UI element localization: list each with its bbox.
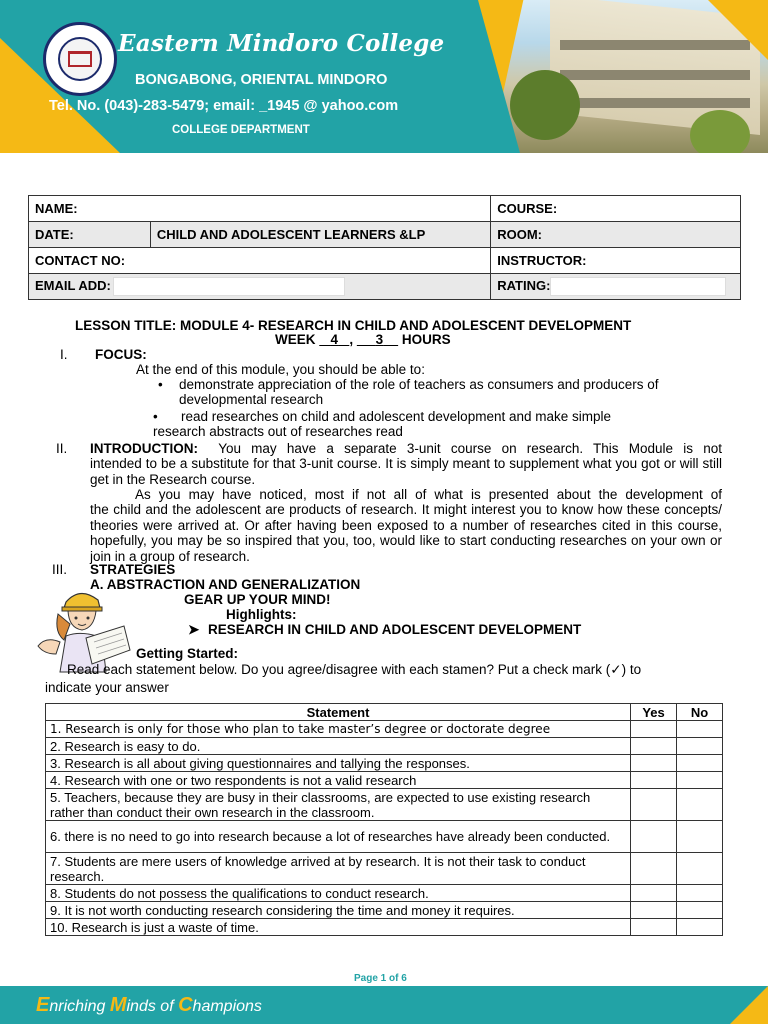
no-checkbox-cell[interactable] xyxy=(677,853,723,885)
bullet-dot: • xyxy=(158,377,163,392)
college-contact: Tel. No. (043)-283-5479; email: _1945 @ yahoo.com xyxy=(49,98,399,114)
bullet-dot: • xyxy=(153,409,158,424)
instruction-line-1: Read each statement below. Do you agree/disagree with each stamen? Put a check mark (✓) to xyxy=(67,662,642,677)
no-checkbox-cell[interactable] xyxy=(677,919,723,936)
table-row xyxy=(46,755,723,772)
lesson-title: LESSON TITLE: MODULE 4- RESEARCH IN CHILD AND ADOLESCENT DEVELOPMENT xyxy=(75,318,632,333)
instruction-line-2: indicate your answer xyxy=(45,680,169,695)
subject-cell: CHILD AND ADOLESCENT LEARNERS &LP xyxy=(150,222,490,248)
table-row xyxy=(46,885,723,902)
no-checkbox-cell[interactable] xyxy=(677,755,723,772)
table-row xyxy=(46,789,723,821)
no-checkbox-cell[interactable] xyxy=(677,821,723,853)
yes-checkbox-cell[interactable] xyxy=(631,721,677,738)
college-department: COLLEGE DEPARTMENT xyxy=(172,124,310,136)
yes-checkbox-cell[interactable] xyxy=(631,919,677,936)
no-checkbox-cell[interactable] xyxy=(677,902,723,919)
yes-checkbox-cell[interactable] xyxy=(631,738,677,755)
highlights-label: Highlights: xyxy=(226,607,297,622)
week-value: 4 xyxy=(330,332,339,347)
agree-disagree-table xyxy=(45,703,723,936)
yes-checkbox-cell[interactable] xyxy=(631,772,677,789)
focus-bullet-2-line-1: read researches on child and adolescent development and make simple xyxy=(181,409,612,424)
yes-checkbox-cell[interactable] xyxy=(631,821,677,853)
arrow-bullet-icon: ➤ xyxy=(188,622,200,637)
intro-para-2-first-line: As you may have noticed, most if not all of what is presented about the development of xyxy=(135,487,722,502)
strategies-heading: STRATEGIES xyxy=(90,562,176,577)
footer-banner xyxy=(0,986,768,1024)
rating-field[interactable] xyxy=(491,274,741,300)
table-row xyxy=(46,902,723,919)
focus-bullet-1-line-1: demonstrate appreciation of the role of teachers as consumers and producers of xyxy=(179,377,659,392)
rating-input-box[interactable] xyxy=(550,277,726,296)
college-name: Eastern Mindoro College xyxy=(118,30,445,57)
abstraction-heading: A. ABSTRACTION AND GENERALIZATION xyxy=(90,577,361,592)
no-checkbox-cell[interactable] xyxy=(677,721,723,738)
name-label: NAME: xyxy=(35,201,78,216)
footer-tagline: Enriching Minds of Champions xyxy=(36,994,262,1016)
statement-cell: 4. Research with one or two respondents is not a valid research xyxy=(46,772,631,789)
focus-numeral: I. xyxy=(60,347,68,362)
yes-checkbox-cell[interactable] xyxy=(631,902,677,919)
focus-bullet-2-line-2: research abstracts out of researches read xyxy=(153,424,403,439)
email-field[interactable] xyxy=(29,274,491,300)
statement-cell: 1. Research is only for those who plan to take master’s degree or doctorate degree xyxy=(46,721,631,738)
hours-value: 3 xyxy=(375,332,384,347)
statement-cell: 9. It is not worth conducting research considering the time and money it requires. xyxy=(46,902,631,919)
statement-header: Statement xyxy=(46,704,631,721)
focus-heading: FOCUS: xyxy=(95,347,147,362)
college-address: BONGABONG, ORIENTAL MINDORO xyxy=(135,72,388,88)
week-label: WEEK xyxy=(275,332,316,347)
instructor-field[interactable] xyxy=(491,248,741,274)
no-checkbox-cell[interactable] xyxy=(677,885,723,902)
no-checkbox-cell[interactable] xyxy=(677,738,723,755)
statement-cell: 5. Teachers, because they are busy in their classrooms, are expected to use existing research rather than conduct their own research in the classroom. xyxy=(46,789,631,821)
course-field[interactable] xyxy=(491,196,741,222)
gear-up-heading: GEAR UP YOUR MIND! xyxy=(184,592,331,607)
header-banner xyxy=(0,0,768,153)
highlight-item: RESEARCH IN CHILD AND ADOLESCENT DEVELOPMENT xyxy=(208,622,582,637)
focus-intro: At the end of this module, you should be able to: xyxy=(136,362,425,377)
intro-paragraph-1: intended to be a substitute for that 3-unit course. It is simply meant to supplement what you got or will still get in the Research course. xyxy=(90,456,722,487)
getting-started-label: Getting Started: xyxy=(136,646,239,661)
intro-heading: INTRODUCTION: xyxy=(90,441,198,456)
statement-cell: 6. there is no need to go into research because a lot of researches have already been conducted. xyxy=(46,821,631,853)
focus-bullet-1-line-2: developmental research xyxy=(179,392,324,407)
footer-yellow-corner xyxy=(730,986,768,1024)
table-row xyxy=(46,721,723,738)
email-label: EMAIL ADD: xyxy=(35,277,111,293)
header-yellow-corner xyxy=(708,0,768,60)
yes-checkbox-cell[interactable] xyxy=(631,789,677,821)
yes-checkbox-cell[interactable] xyxy=(631,755,677,772)
statement-cell: 7. Students are mere users of knowledge arrived at by research. It is not their task to conduct research. xyxy=(46,853,631,885)
statement-cell: 2. Research is easy to do. xyxy=(46,738,631,755)
table-row xyxy=(46,919,723,936)
date-field[interactable] xyxy=(29,222,151,248)
hours-label: HOURS xyxy=(401,332,451,347)
contact-no-field[interactable] xyxy=(29,248,491,274)
course-label: COURSE: xyxy=(497,201,558,216)
yes-header: Yes xyxy=(631,704,677,721)
contact-no-label: CONTACT NO: xyxy=(35,253,126,268)
table-row xyxy=(46,738,723,755)
table-row xyxy=(46,853,723,885)
table-row xyxy=(46,821,723,853)
strategies-numeral: III. xyxy=(52,562,68,577)
date-label: DATE: xyxy=(35,227,74,242)
intro-paragraph-2: the child and the adolescent are products of research. It might interest you to know how these concepts/ theories were arrived at. Or after having been exposed to a number of researches cited in this course, hopefully, you may be so inspired that you, too, would like to start conducting researches on your own or join in a group of research. xyxy=(90,502,722,564)
statement-cell: 3. Research is all about giving questionnaires and tallying the responses. xyxy=(46,755,631,772)
intro-numeral: II. xyxy=(56,441,68,456)
no-checkbox-cell[interactable] xyxy=(677,789,723,821)
no-checkbox-cell[interactable] xyxy=(677,772,723,789)
week-hours-line: WEEK 4 , 3 HOURS xyxy=(275,332,451,347)
room-field[interactable] xyxy=(491,222,741,248)
name-field[interactable] xyxy=(29,196,491,222)
no-header: No xyxy=(677,704,723,721)
instructor-label: INSTRUCTOR: xyxy=(497,253,587,268)
email-input-box[interactable] xyxy=(113,277,345,296)
page-number: Page 1 of 6 xyxy=(354,973,407,984)
statement-cell: 8. Students do not possess the qualifications to conduct research. xyxy=(46,885,631,902)
table-row xyxy=(46,772,723,789)
yes-checkbox-cell[interactable] xyxy=(631,885,677,902)
yes-checkbox-cell[interactable] xyxy=(631,853,677,885)
college-seal-logo xyxy=(43,22,117,96)
student-info-table xyxy=(28,195,741,300)
intro-para-1-first-line: INTRODUCTION: You may have a separate 3-unit course on research. This Module is not xyxy=(90,441,722,456)
statement-cell: 10. Research is just a waste of time. xyxy=(46,919,631,936)
room-label: ROOM: xyxy=(497,227,542,242)
rating-label: RATING: xyxy=(497,277,551,293)
